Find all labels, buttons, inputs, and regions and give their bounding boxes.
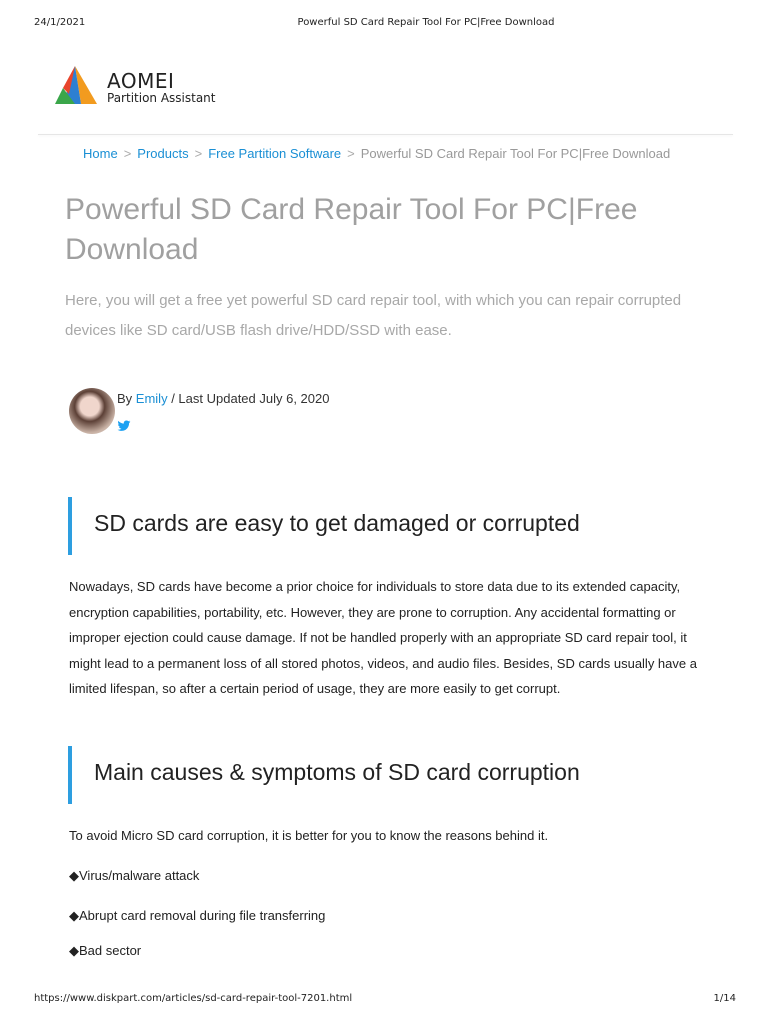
section-heading-text: Main causes & symptoms of SD card corruption (94, 759, 580, 785)
logo-subtitle: Partition Assistant (107, 91, 216, 105)
byline (117, 391, 329, 406)
breadcrumb-home[interactable]: Home (83, 146, 118, 161)
breadcrumb-separator: > (194, 146, 203, 161)
page-title: Powerful SD Card Repair Tool For PC|Free Download (65, 193, 638, 266)
author-link[interactable]: Emily (135, 391, 168, 406)
breadcrumb-free-partition-software[interactable]: Free Partition Software (208, 146, 342, 161)
section-paragraph: To avoid Micro SD card corruption, it is better for you to know the reasons behind it. (69, 828, 549, 843)
breadcrumb-separator: > (123, 146, 132, 161)
bullet-item: ◆Bad sector (69, 943, 142, 958)
breadcrumb-separator: > (347, 146, 355, 161)
bullet-item: ◆Virus/malware attack (69, 868, 200, 883)
twitter-icon[interactable] (117, 419, 131, 433)
article-intro: Here, you will get a free yet powerful SD card repair tool, with which you can repair corrupted devices like SD card/USB flash drive/HDD/SSD with ease. (65, 292, 682, 339)
print-footer (0, 993, 768, 1007)
section-heading-text: SD cards are easy to get damaged or corrupted (94, 510, 580, 536)
logo-brand: AOMEI (107, 69, 175, 93)
bullet-item: ◆Abrupt card removal during file transferring (69, 908, 326, 923)
aomei-logo[interactable] (53, 64, 253, 110)
breadcrumb (83, 146, 670, 161)
breadcrumb-current: Powerful SD Card Repair Tool For PC|Free Download (360, 146, 671, 161)
page-break (0, 985, 768, 989)
page-number: 1/14 (713, 993, 736, 1004)
byline-prefix: By (117, 391, 133, 406)
print-doc-title: Powerful SD Card Repair Tool For PC|Free Download (297, 17, 555, 28)
section-heading-causes (68, 746, 712, 804)
header-divider (38, 134, 733, 135)
author-avatar[interactable] (69, 388, 115, 434)
section-paragraph: Nowadays, SD cards have become a prior choice for individuals to store data due to its extended capacity, encryption capabilities, portability, etc. However, they are prone to corruption. Any accidental formatting or improper ejection could cause damage. If not be handled properly with an appropriate SD card repair tool, it might lead to a permanent loss of all stored photos, videos, and audio files. Besides, SD cards usually have a limited lifespan, so after a certain period of usage, they are more easily to get corrupt. (69, 579, 697, 696)
print-url: https://www.diskpart.com/articles/sd-card-repair-tool-7201.html (34, 993, 353, 1004)
breadcrumb-products[interactable]: Products (137, 146, 189, 161)
last-updated: / Last Updated July 6, 2020 (171, 391, 330, 406)
print-date: 24/1/2021 (34, 17, 86, 28)
print-header (0, 17, 768, 31)
section-heading-damage (68, 497, 712, 555)
aomei-logo-icon (53, 64, 101, 106)
